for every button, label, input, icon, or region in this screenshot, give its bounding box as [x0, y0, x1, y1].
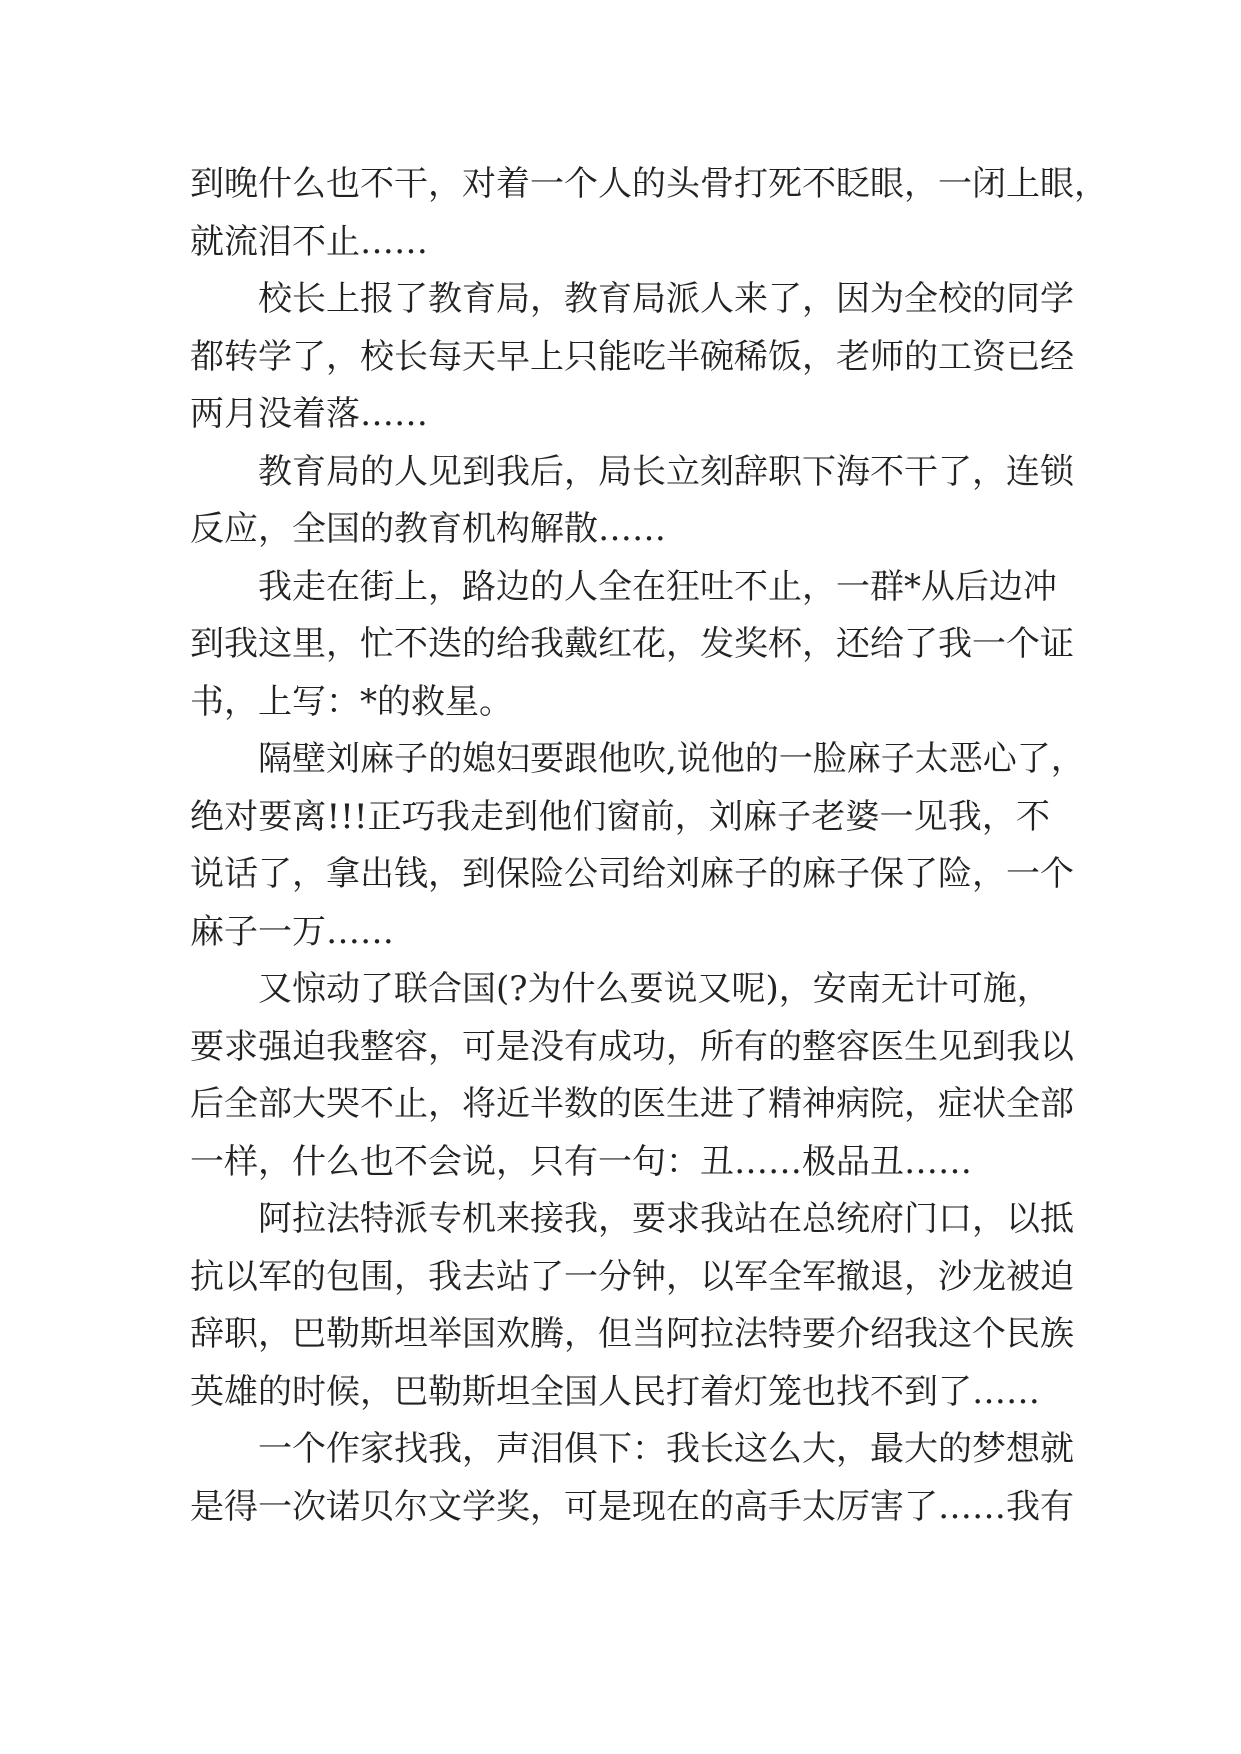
paragraph	[190, 444, 1074, 559]
paragraph	[190, 731, 1085, 961]
text-line: 又惊动了联合国(?为什么要说又呢)，安南无计可施，	[258, 969, 1051, 1009]
text-line: 教育局的人见到我后，局长立刻辞职下海不干了，连锁	[258, 451, 1074, 492]
text-line: 后全部大哭不止，将近半数的医生进了精神病院，症状全部	[190, 1084, 1074, 1124]
paragraph	[190, 156, 1108, 271]
text-line: 是得一次诺贝尔文学奖，可是现在的高手太厉害了……我有	[190, 1486, 1074, 1527]
text-line: 校长上报了教育局，教育局派人来了，因为全校的同学	[258, 279, 1074, 319]
text-line: 隔壁刘麻子的媳妇要跟他吹,说他的一脸麻子太恶心了，	[258, 739, 1085, 779]
document-body	[190, 156, 1108, 1536]
text-line: 辞职，巴勒斯坦举国欢腾，但当阿拉法特要介绍我这个民族	[190, 1314, 1074, 1354]
text-line: 到晚什么也不干，对着一个人的头骨打死不眨眼，一闭上眼，	[190, 164, 1108, 204]
paragraph	[190, 1421, 1074, 1536]
text-line: 都转学了，校长每天早上只能吃半碗稀饭，老师的工资已经	[190, 336, 1074, 377]
text-line: 绝对要离!!!正巧我走到他们窗前，刘麻子老婆一见我，不	[190, 796, 1050, 837]
paragraph	[190, 1191, 1074, 1421]
text-line: 书，上写：*的救星。	[190, 681, 513, 722]
text-line: 一个作家找我，声泪俱下：我长这么大，最大的梦想就	[258, 1429, 1074, 1469]
text-line: 两月没着落……	[190, 394, 428, 434]
text-line: 反应，全国的教育机构解散……	[190, 509, 666, 549]
text-line: 到我这里，忙不迭的给我戴红花，发奖杯，还给了我一个证	[190, 624, 1074, 664]
paragraph	[190, 961, 1074, 1191]
paragraph	[190, 559, 1074, 732]
text-line: 一样，什么也不会说，只有一句：丑……极品丑……	[190, 1141, 972, 1182]
text-line: 阿拉法特派专机来接我，要求我站在总统府门口，以抵	[258, 1199, 1074, 1239]
text-line: 说话了，拿出钱，到保险公司给刘麻子的麻子保了险，一个	[190, 854, 1074, 894]
text-line: 要求强迫我整容，可是没有成功，所有的整容医生见到我以	[190, 1026, 1074, 1067]
text-line: 麻子一万……	[190, 911, 394, 952]
text-line: 我走在街上，路边的人全在狂吐不止，一群*从后边冲	[258, 566, 1057, 607]
text-line: 抗以军的包围，我去站了一分钟，以军全军撤退，沙龙被迫	[190, 1256, 1074, 1297]
paragraph	[190, 271, 1074, 444]
text-line: 英雄的时候，巴勒斯坦全国人民打着灯笼也找不到了……	[190, 1371, 1040, 1412]
text-line: 就流泪不止……	[190, 221, 428, 262]
